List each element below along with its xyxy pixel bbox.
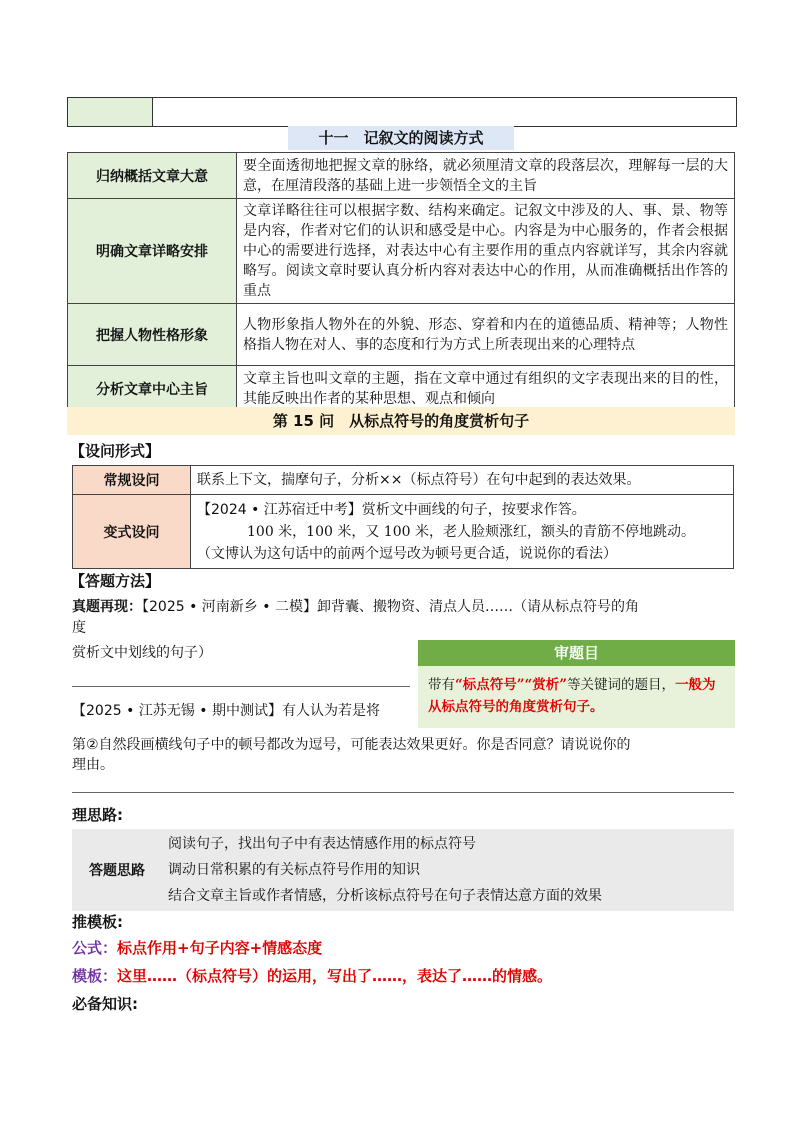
example1-line3: 赏析文中划线的句子） <box>72 645 212 661</box>
example2-line3: 理由。 <box>72 757 114 773</box>
review-text-c: 一般为从标点符号的角度赏析句子。 <box>428 677 716 715</box>
formula-text: 标点作用+句子内容+情感态度 <box>117 939 323 957</box>
variant-line3: （文博认为这句话中的前两个逗号改为顿号更合适，说说你的看法） <box>197 545 617 562</box>
row-text: 要全面透彻地把握文章的脉络，就必须厘清文章的段落层次，理解每一层的大意，在厘清段落的基础上进一步领悟全文的主旨 <box>237 153 735 199</box>
review-box <box>418 640 735 728</box>
variant-label: 变式设问 <box>73 495 191 569</box>
variant-line1: 【2024 • 江苏宿迁中考】赏析文中画线的句子，按要求作答。 <box>197 501 586 518</box>
answer-line <box>72 792 734 793</box>
formula-label: 公式： <box>72 939 118 957</box>
example-prefix: 真题再现： <box>72 599 142 615</box>
table-row <box>73 466 734 495</box>
review-text-a: 带有 <box>428 677 455 693</box>
top-empty-table <box>67 97 737 127</box>
thinking-step: 调动日常积累的有关标点符号作用的知识 <box>168 862 420 878</box>
variant-body <box>191 495 734 569</box>
answer-line <box>72 686 410 687</box>
model-line <box>72 965 552 986</box>
thinking-step: 阅读句子，找出句子中有表达情感作用的标点符号 <box>168 836 476 852</box>
keyword-punctuation: “标点符号” <box>455 677 525 693</box>
keyword-appreciate: “赏析” <box>524 677 568 693</box>
table-row <box>73 495 734 569</box>
regular-label: 常规设问 <box>73 466 191 495</box>
row-label: 归纳概括文章大意 <box>68 153 237 199</box>
variant-line2: 100 米，100 米，又 100 米，老人脸颊涨红，额头的青筋不停地跳动。 <box>247 523 695 540</box>
table-row <box>68 153 735 199</box>
example1-text: 【2025 • 河南新乡 • 二模】卸背囊、搬物资、清点人员……（请从标点符号的角 <box>142 599 639 615</box>
row-text: 文章详略往往可以根据字数、结构来确定。记叙文中涉及的人、事、景、物等是内容，作者对它们的认识和感受是中心。内容是为中心服务的，作者会根据中心的需要进行选择，对表达中心有主要作用的重点内容就详写，其余内容就略写。阅读文章时要认真分析内容对表达中心的作用，从而准确概括出作答的重点 <box>237 199 735 304</box>
table-row <box>68 199 735 304</box>
table-row <box>68 304 735 366</box>
section2-title: 第 15 问 从标点符号的角度赏析句子 <box>67 407 735 435</box>
formula-line <box>72 937 322 958</box>
question-form-table <box>72 465 734 569</box>
table-row <box>68 366 735 412</box>
template-label: 推模板: <box>72 913 123 931</box>
row-text: 文章主旨也叫文章的主题，指在文章中通过有组织的文字表现出来的目的性，其能反映出作者的某种思想、观点和倾向 <box>237 366 735 412</box>
row-label: 把握人物性格形象 <box>68 304 237 366</box>
regular-text: 联系上下文，揣摩句子，分析××（标点符号）在句中起到的表达效果。 <box>191 466 734 495</box>
example2-line1: 【2025 • 江苏无锡 • 期中测试】有人认为若是将 <box>72 703 380 719</box>
model-label: 模板： <box>72 967 118 985</box>
review-text <box>418 666 735 726</box>
thinking-steps <box>162 829 734 911</box>
example1-line2: 度 <box>72 620 86 636</box>
model-text: 这里……（标点符号）的运用，写出了……，表达了……的情感。 <box>117 967 553 985</box>
example1-line1 <box>72 596 734 618</box>
knowledge-label: 必备知识: <box>72 995 138 1013</box>
thinking-label: 理思路: <box>72 806 123 824</box>
review-title: 审题目 <box>418 640 735 666</box>
thinking-table <box>72 829 734 911</box>
thinking-step: 结合文章主旨或作者情感，分析该标点符号在句子表情达意方面的效果 <box>168 888 602 904</box>
row-label: 分析文章中心主旨 <box>68 366 237 412</box>
review-text-b: 等关键词的题目， <box>567 677 676 693</box>
row-label: 明确文章详略安排 <box>68 199 237 304</box>
thinking-row-label: 答题思路 <box>89 863 145 879</box>
reading-methods-table <box>67 152 735 412</box>
example2-line2: 第②自然段画横线句子中的顿号都改为逗号，可能表达效果更好。你是否同意？请说说你的 <box>72 737 631 753</box>
section1-title: 十一 记叙文的阅读方式 <box>288 126 514 150</box>
question-form-label: 【设问形式】 <box>70 442 161 460</box>
row-text: 人物形象指人物外在的外貌、形态、穿着和内在的道德品质、精神等；人物性格指人物在对人、事的态度和行为方式上所表现出来的心理特点 <box>237 304 735 366</box>
method-label: 【答题方法】 <box>70 572 161 590</box>
table-row <box>72 829 734 911</box>
top-empty-cell-label <box>68 98 153 126</box>
